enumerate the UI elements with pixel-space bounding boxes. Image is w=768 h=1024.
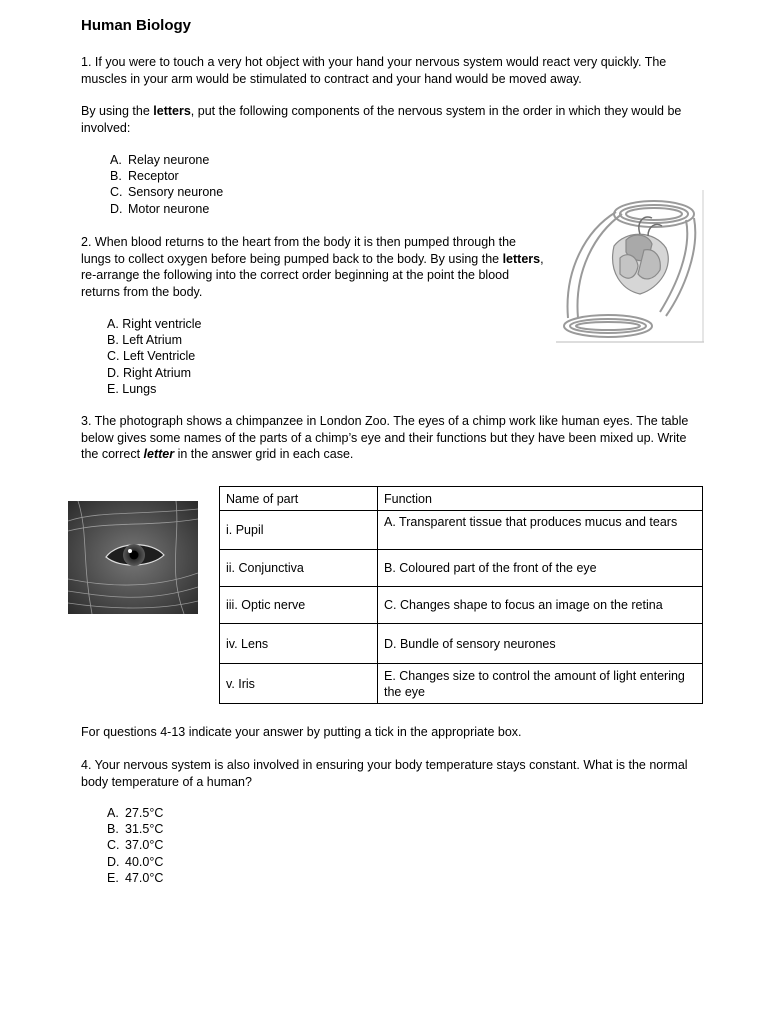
heart-circulation-illustration (556, 190, 704, 344)
table-row (220, 624, 703, 664)
function-cell: B. Coloured part of the front of the eye (378, 550, 703, 587)
table-header: Name of part (220, 487, 378, 511)
list-item: A. 27.5°C (107, 806, 164, 820)
part-cell: ii. Conjunctiva (220, 550, 378, 587)
q2-list (107, 316, 201, 397)
list-item: B. Left Atrium (107, 333, 183, 348)
list-item: C. Left Ventricle (107, 349, 196, 364)
list-item: D. Right Atrium (107, 365, 192, 380)
list-item: E. Lungs (107, 381, 157, 396)
page-title: Human Biology (81, 17, 192, 34)
list-item: D. Motor neurone (110, 201, 210, 216)
answer-instruction: For questions 4-13 indicate your answer by putting a tick in the appropriate box. (81, 725, 522, 739)
part-cell: i. Pupil (220, 511, 378, 550)
part-cell: iv. Lens (220, 624, 378, 664)
q4-text: 4. Your nervous system is also involved in ensuring your body temperature stays constant. What is the normal body temperature of a human? (81, 758, 688, 789)
list-item: C. 37.0°C (107, 838, 164, 853)
table-row (220, 587, 703, 624)
part-cell: iii. Optic nerve (220, 587, 378, 624)
table-row (220, 664, 703, 704)
part-cell: v. Iris (220, 664, 378, 704)
table-header: Function (378, 487, 703, 511)
list-item: B. 31.5°C (107, 822, 164, 837)
list-item: A. Relay neurone (110, 153, 210, 167)
list-item: D. 40.0°C (107, 854, 164, 869)
function-cell: D. Bundle of sensory neurones (378, 624, 703, 664)
table-row (220, 550, 703, 587)
table-row (220, 511, 703, 550)
list-item: E. 47.0°C (107, 870, 164, 885)
eye-parts-table (219, 486, 703, 704)
list-item: C. Sensory neurone (110, 185, 224, 200)
q1-instruction: By using the letters, put the following components of the nervous system in the order in which they would be involved: (81, 104, 682, 135)
q3-text: 3. The photograph shows a chimpanzee in London Zoo. The eyes of a chimp work like human eyes. The table below gives some names of the parts of a chimp’s eye and their functions but they have been mixed up. Write the correct letter in the answer grid in each case. (81, 414, 689, 461)
function-cell: A. Transparent tissue that produces mucus and tears (378, 511, 703, 550)
list-item: B. Receptor (110, 169, 179, 184)
table-header-row (220, 487, 703, 511)
q2-text: 2. When blood returns to the heart from the body it is then pumped through the lungs to collect oxygen before being pumped back to the body. By using the letters, re-arrange the following into the correct order beginning at the point the blood returns from the body. (81, 235, 544, 299)
function-cell: C. Changes shape to focus an image on the retina (378, 587, 703, 624)
q1-text: 1. If you were to touch a very hot object with your hand your nervous system would react very quickly. The muscles in your arm would be stimulated to contract and your hand would be moved away. (81, 55, 667, 86)
q4-options (107, 805, 163, 886)
function-cell: E. Changes size to control the amount of light entering the eye (378, 664, 703, 704)
chimp-eye-photo (68, 501, 198, 614)
q1-list (110, 152, 223, 217)
list-item: A. Right ventricle (107, 317, 202, 331)
